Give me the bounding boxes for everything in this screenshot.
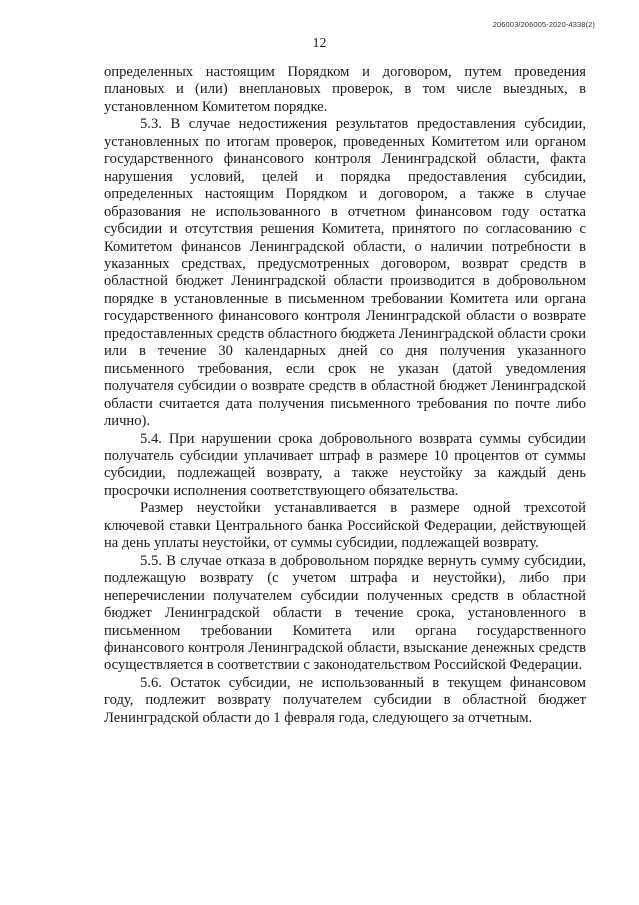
page-number: 12 xyxy=(312,36,327,51)
paragraph-5-5: 5.5. В случае отказа в добровольном порядке вернуть сумму субсидии, подлежащую возврату (с учетом штрафа и неустойки), либо при неперечислении получателем субсидии полученных средств в областной бюджет Ленинградской области в течение срока, установленного в письменном требовании Комитета или органа государственного финансового контроля Ленинградской области, взыскание денежных средств осуществляется в соответствии с законодательством Российской Федерации. xyxy=(104,552,586,674)
paragraph-5-4: 5.4. При нарушении срока добровольного возврата суммы субсидии получатель субсидии уплачивает штраф в размере 10 процентов от суммы субсидии, подлежащей возврату, а также неустойку за каждый день просрочки исполнения соответствующего обязательства. xyxy=(104,430,586,499)
document-body xyxy=(104,64,586,727)
paragraph-5-3: 5.3. В случае недостижения результатов предоставления субсидии, установленных по итогам проверок, проведенных Комитетом или органом государственного финансового контроля Ленинградской области, факта нарушения условий, целей и порядка предоставления субсидии, определенных настоящим Порядком и договором, а также в случае образования не использованного в отчетном финансовом году остатка субсидии и отсутствия решения Комитета, принятого по согласованию с Комитетом финансов Ленинградской области, о наличии потребности в указанных средствах, предусмотренных договором, возврат средств в областной бюджет Ленинградской области производится в добровольном порядке в установленные в письменном требовании Комитета или органа государственного финансового контроля Ленинградской области о возврате предоставленных средств областного бюджета Ленинградской области сроки или в течение 30 календарных дней со дня получения указанного письменного требования, если срок не указан (датой уведомления получателя субсидии о возврате средств в областной бюджет Ленинградской области считается дата получения письменного требования по почте либо лично). xyxy=(104,116,586,430)
document-id: 206003/206005-2020-4338(2) xyxy=(492,20,595,29)
paragraph-penalty-size: Размер неустойки устанавливается в размере одной трехсотой ключевой ставки Центрального банка Российской Федерации, действующей на день уплаты неустойки, от суммы субсидии, подлежащей возврату. xyxy=(104,500,586,552)
paragraph-continuation: определенных настоящим Порядком и договором, путем проведения плановых и (или) внеплановых проверок, в том числе выездных, в установленном Комитетом порядке. xyxy=(104,64,586,115)
paragraph-5-6: 5.6. Остаток субсидии, не использованный в текущем финансовом году, подлежит возврату получателем субсидии в областной бюджет Ленинградской области до 1 февраля года, следующего за отчетным. xyxy=(104,674,586,726)
